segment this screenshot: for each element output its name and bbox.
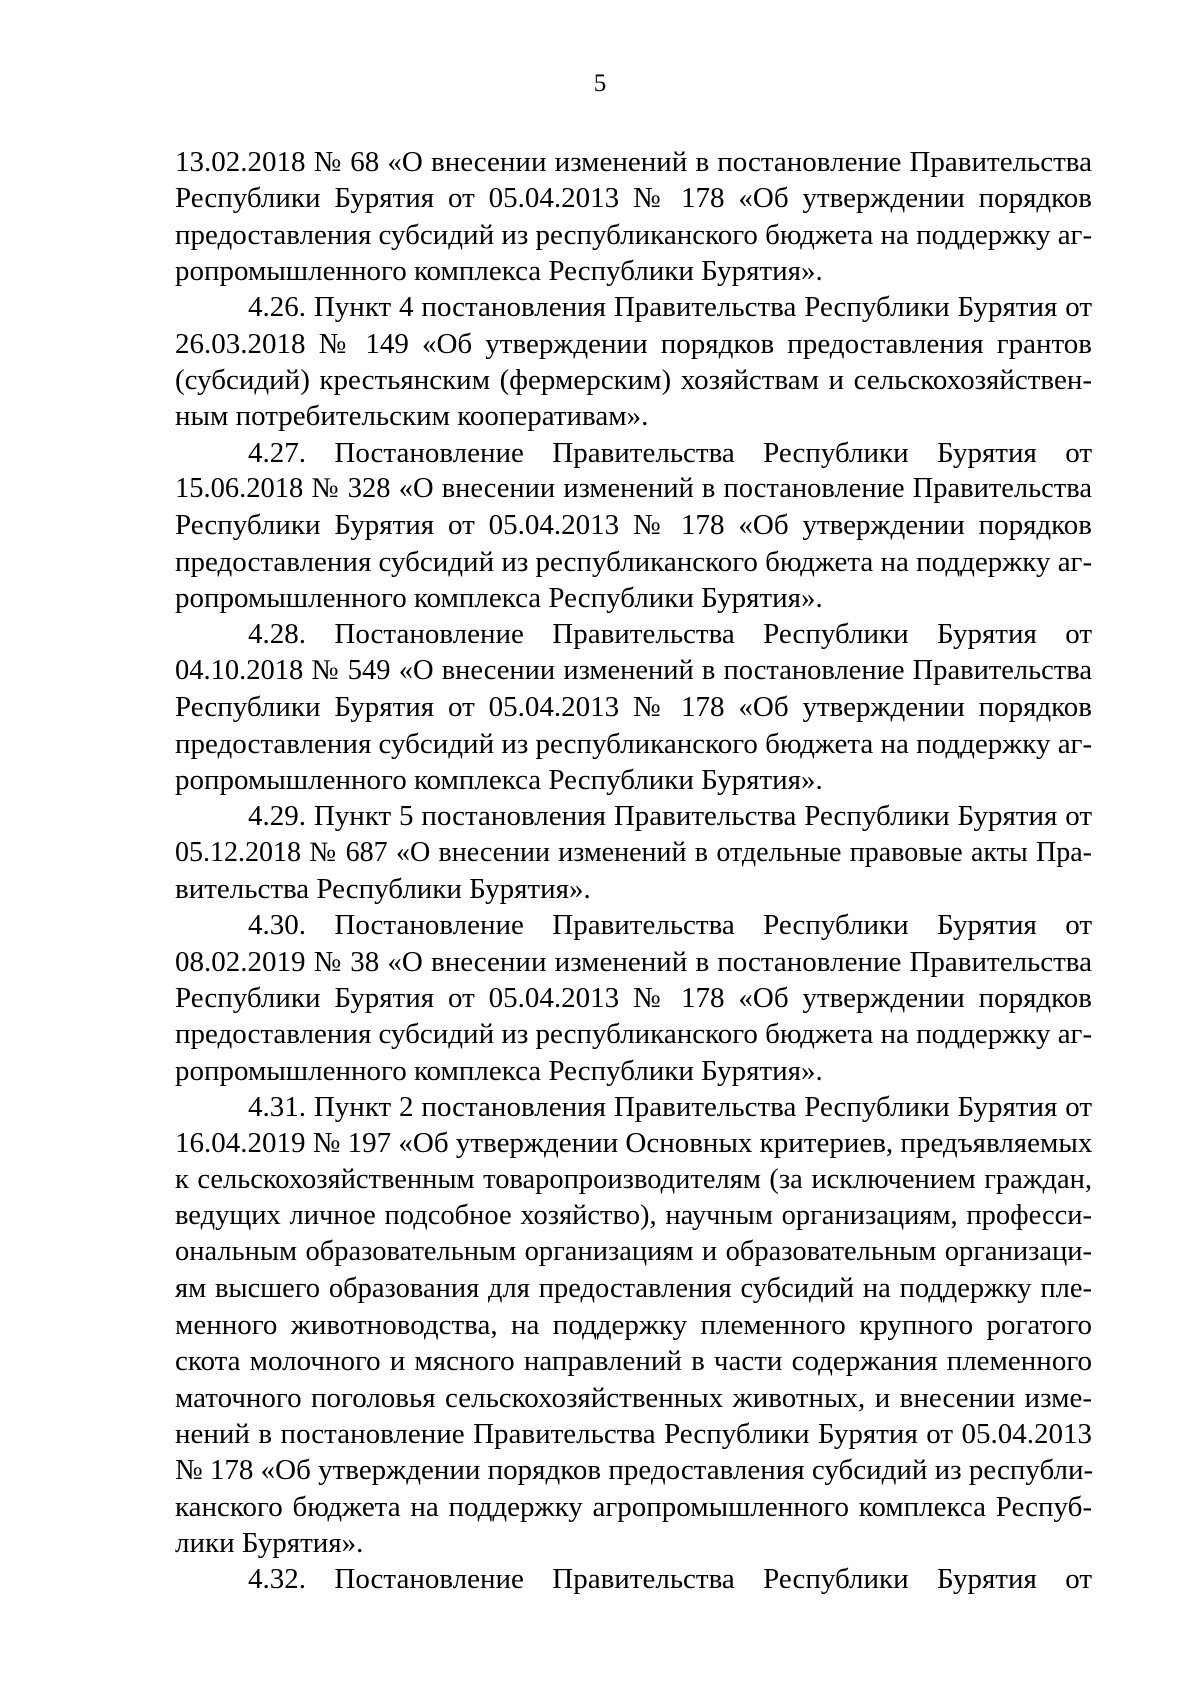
text-line: 16.04.2019 № 197 «Об утверждении Основных критериев, предъявляемых bbox=[175, 1127, 1093, 1160]
page-number: 5 bbox=[593, 70, 607, 97]
text-line: 08.02.2019 № 38 «О внесении изменений в постановление Правительства bbox=[175, 945, 1092, 978]
text-line: предоставления субсидий из республиканского бюджета на поддержку аг- bbox=[175, 1018, 1093, 1051]
text-line: предоставления субсидий из республиканского бюджета на поддержку аг- bbox=[175, 218, 1093, 251]
text-line: 4.28. Постановление Правительства Республики Бурятия от bbox=[248, 618, 1092, 651]
text-line: к сельскохозяйственным товаропроизводителям (за исключением граждан, bbox=[175, 1163, 1092, 1195]
text-line: (субсидий) крестьянским (фермерским) хозяйствам и сельскохозяйствен- bbox=[175, 364, 1092, 397]
text-line: 26.03.2018 № 149 «Об утверждении порядков предоставления грантов bbox=[175, 327, 1092, 360]
text-line: ведущих личное подсобное хозяйство), научным организациям, професси- bbox=[175, 1199, 1092, 1231]
text-line: ропромышленного комплекса Республики Бурятия». bbox=[175, 763, 823, 796]
text-line: Республики Бурятия от 05.04.2013 № 178 «Об утверждении порядков bbox=[175, 691, 1092, 724]
text-line: Республики Бурятия от 05.04.2013 № 178 «Об утверждении порядков bbox=[175, 981, 1092, 1014]
text-line: предоставления субсидий из республиканского бюджета на поддержку аг- bbox=[175, 727, 1093, 760]
document-body bbox=[175, 144, 1092, 1598]
text-line: 05.12.2018 № 687 «О внесении изменений в отдельные правовые акты Пра- bbox=[175, 836, 1092, 868]
text-line: Республики Бурятия от 05.04.2013 № 178 «Об утверждении порядков bbox=[175, 182, 1092, 215]
text-line: ям высшего образования для предоставления субсидий на поддержку пле- bbox=[175, 1272, 1092, 1304]
text-line: 4.31. Пункт 2 постановления Правительства Республики Бурятия от bbox=[248, 1090, 1092, 1123]
text-line: 04.10.2018 № 549 «О внесении изменений в постановление Правительства bbox=[175, 654, 1092, 686]
text-line: 15.06.2018 № 328 «О внесении изменений в постановление Правительства bbox=[175, 473, 1092, 505]
text-line: 4.29. Пункт 5 постановления Правительства Республики Бурятия от bbox=[248, 800, 1092, 833]
text-line: Республики Бурятия от 05.04.2013 № 178 «Об утверждении порядков bbox=[175, 509, 1092, 542]
text-line: канского бюджета на поддержку агропромышленного комплекса Респуб- bbox=[175, 1490, 1092, 1523]
text-line: нений в постановление Правительства Республики Бурятия от 05.04.2013 bbox=[175, 1418, 1092, 1451]
text-line: 4.27. Постановление Правительства Республики Бурятия от bbox=[248, 436, 1092, 469]
text-line: 13.02.2018 № 68 «О внесении изменений в постановление Правительства bbox=[175, 146, 1092, 178]
text-line: менного животноводства, на поддержку племенного крупного рогатого bbox=[175, 1309, 1092, 1341]
text-line: ным потребительским кооперативам». bbox=[175, 400, 649, 433]
text-line: ональным образовательным организациям и образовательным организаци- bbox=[175, 1236, 1092, 1268]
text-line: № 178 «Об утверждении порядков предоставления субсидий из республи- bbox=[175, 1454, 1094, 1487]
text-line: ропромышленного комплекса Республики Бурятия». bbox=[175, 255, 823, 288]
text-line: вительства Республики Бурятия». bbox=[175, 872, 591, 905]
text-line: лики Бурятия». bbox=[175, 1527, 364, 1560]
text-line: скота молочного и мясного направлений в части содержания племенного bbox=[175, 1345, 1092, 1378]
text-line: маточного поголовья сельскохозяйственных животных, и внесении изме- bbox=[175, 1381, 1092, 1414]
text-line: 4.30. Постановление Правительства Республики Бурятия от bbox=[248, 909, 1092, 942]
text-line: предоставления субсидий из республиканского бюджета на поддержку аг- bbox=[175, 545, 1093, 578]
text-line: ропромышленного комплекса Республики Бурятия». bbox=[175, 1054, 823, 1087]
text-line: 4.32. Постановление Правительства Республики Бурятия от bbox=[248, 1563, 1092, 1596]
text-line: 4.26. Пункт 4 постановления Правительства Республики Бурятия от bbox=[248, 291, 1092, 324]
text-line: ропромышленного комплекса Республики Бурятия». bbox=[175, 582, 823, 615]
